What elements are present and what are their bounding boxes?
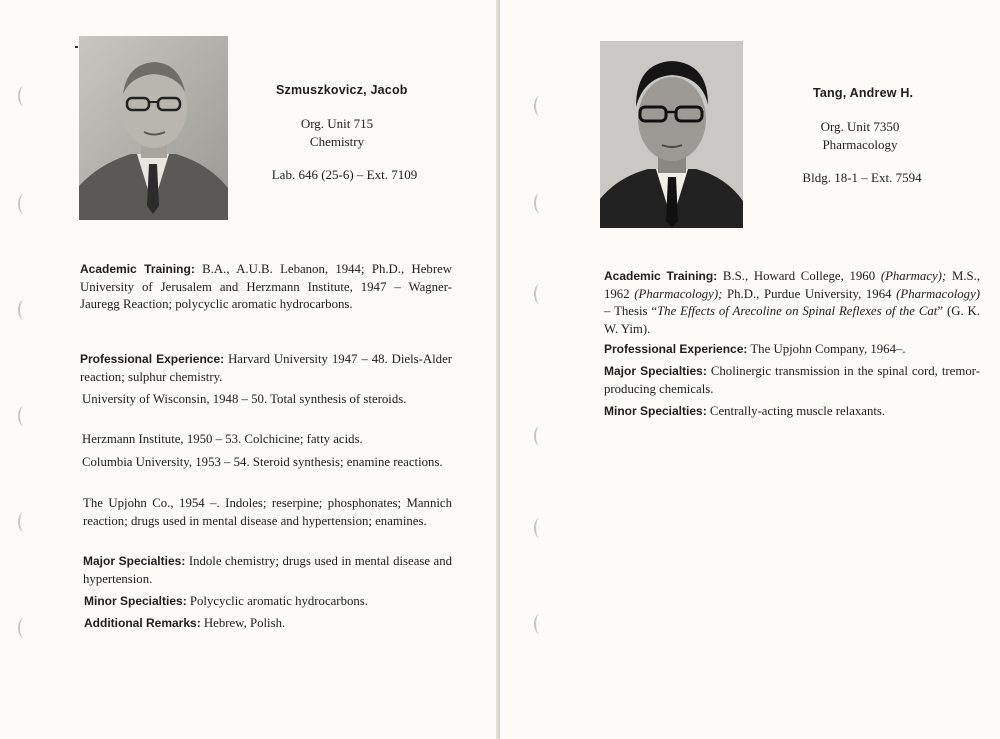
section-text: Harvard University 1947 – 48. Diels-Alder reaction; sulphur chemistry.	[80, 352, 453, 384]
section-label: Additional Remarks:	[84, 616, 201, 630]
section-label: Academic Training:	[604, 269, 718, 283]
section-text: M.S., 1962	[604, 269, 981, 301]
section-text-italic: (Pharmacology)	[896, 286, 981, 301]
section-text: Polycyclic aromatic hydrocarbons.	[189, 594, 368, 608]
right-page	[500, 0, 1000, 739]
additional-remarks	[84, 615, 452, 633]
section-label: Academic Training:	[80, 262, 195, 276]
binder-hole	[18, 406, 30, 426]
employee-name: Tang, Andrew H.	[813, 86, 914, 100]
org-unit: Org. Unit 7350	[820, 119, 900, 134]
employee-name: Szmuszkovicz, Jacob	[276, 83, 408, 97]
section-label: Major Specialties:	[83, 554, 186, 568]
section-text-italic: (Pharmacology);	[634, 286, 723, 301]
section-text-italic: (Pharmacy);	[880, 269, 947, 283]
binder-hole	[534, 614, 546, 634]
major-specialties	[604, 363, 980, 398]
binder-hole	[534, 426, 546, 446]
section-text: Centrally-acting muscle relaxants.	[709, 404, 886, 418]
experience-item: Columbia University, 1953 – 54. Steroid synthesis; enamine reactions.	[82, 455, 443, 469]
binder-hole	[18, 300, 30, 320]
section-text: – Thesis “	[604, 304, 658, 318]
section-text: The Upjohn Company, 1964–.	[750, 342, 906, 356]
professional-experience	[604, 341, 980, 359]
minor-specialties	[604, 403, 980, 421]
academic-training	[604, 268, 980, 338]
binder-hole	[534, 518, 546, 538]
section-text: B.S., Howard College, 1960	[722, 269, 876, 283]
experience-item: University of Wisconsin, 1948 – 50. Total synthesis of steroids.	[82, 392, 407, 406]
section-text: ” (G. K. W. Yim).	[604, 304, 980, 336]
experience-item: Herzmann Institute, 1950 – 53. Colchicine; fatty acids.	[82, 432, 363, 446]
department: Chemistry	[309, 134, 365, 149]
binder-hole	[18, 618, 30, 638]
section-text: B.A., A.U.B. Lebanon, 1944; Ph.D., Hebrew University of Jerusalem and Herzmann Institute, 1947 – Wagner-Jauregg Reaction; polycyclic aromatic hydrocarbons.	[80, 262, 453, 311]
section-text: Hebrew, Polish.	[203, 616, 286, 630]
section-label: Major Specialties:	[604, 364, 707, 378]
print-mark	[75, 46, 78, 48]
location-extension: Lab. 646 (25-6) – Ext. 7109	[271, 167, 418, 182]
org-unit: Org. Unit 715	[300, 116, 374, 131]
binder-hole	[534, 193, 546, 213]
minor-specialties	[84, 593, 452, 611]
binder-hole	[18, 194, 30, 214]
binder-hole	[18, 86, 30, 106]
section-text: Ph.D., Purdue University, 1964	[727, 286, 892, 301]
location-extension: Bldg. 18-1 – Ext. 7594	[802, 170, 922, 185]
portrait-photo	[600, 41, 743, 228]
major-specialties	[83, 553, 452, 588]
binder-hole	[18, 512, 30, 532]
binder-hole	[534, 96, 546, 116]
section-text: Cholinergic transmission in the spinal cord, tremor-producing chemicals.	[604, 364, 980, 396]
department: Pharmacology	[822, 137, 898, 152]
section-label: Professional Experience:	[604, 342, 748, 356]
portrait-photo	[79, 36, 228, 220]
binder-hole	[534, 284, 546, 304]
section-text: Indole chemistry; drugs used in mental disease and hypertension.	[83, 554, 452, 586]
section-label: Minor Specialties:	[604, 404, 707, 418]
professional-experience	[80, 351, 452, 386]
portrait-photo	[79, 36, 228, 220]
experience-item: The Upjohn Co., 1954 –. Indoles; reserpine; phosphonates; Mannich reaction; drugs used in mental disease and hypertension; enamines.	[83, 496, 452, 528]
section-label: Minor Specialties:	[84, 594, 187, 608]
academic-training	[80, 261, 452, 314]
section-label: Professional Experience:	[80, 352, 225, 366]
portrait-photo	[600, 41, 743, 228]
thesis-title: The Effects of Arecoline on Spinal Reflexes of the Cat	[657, 304, 938, 318]
